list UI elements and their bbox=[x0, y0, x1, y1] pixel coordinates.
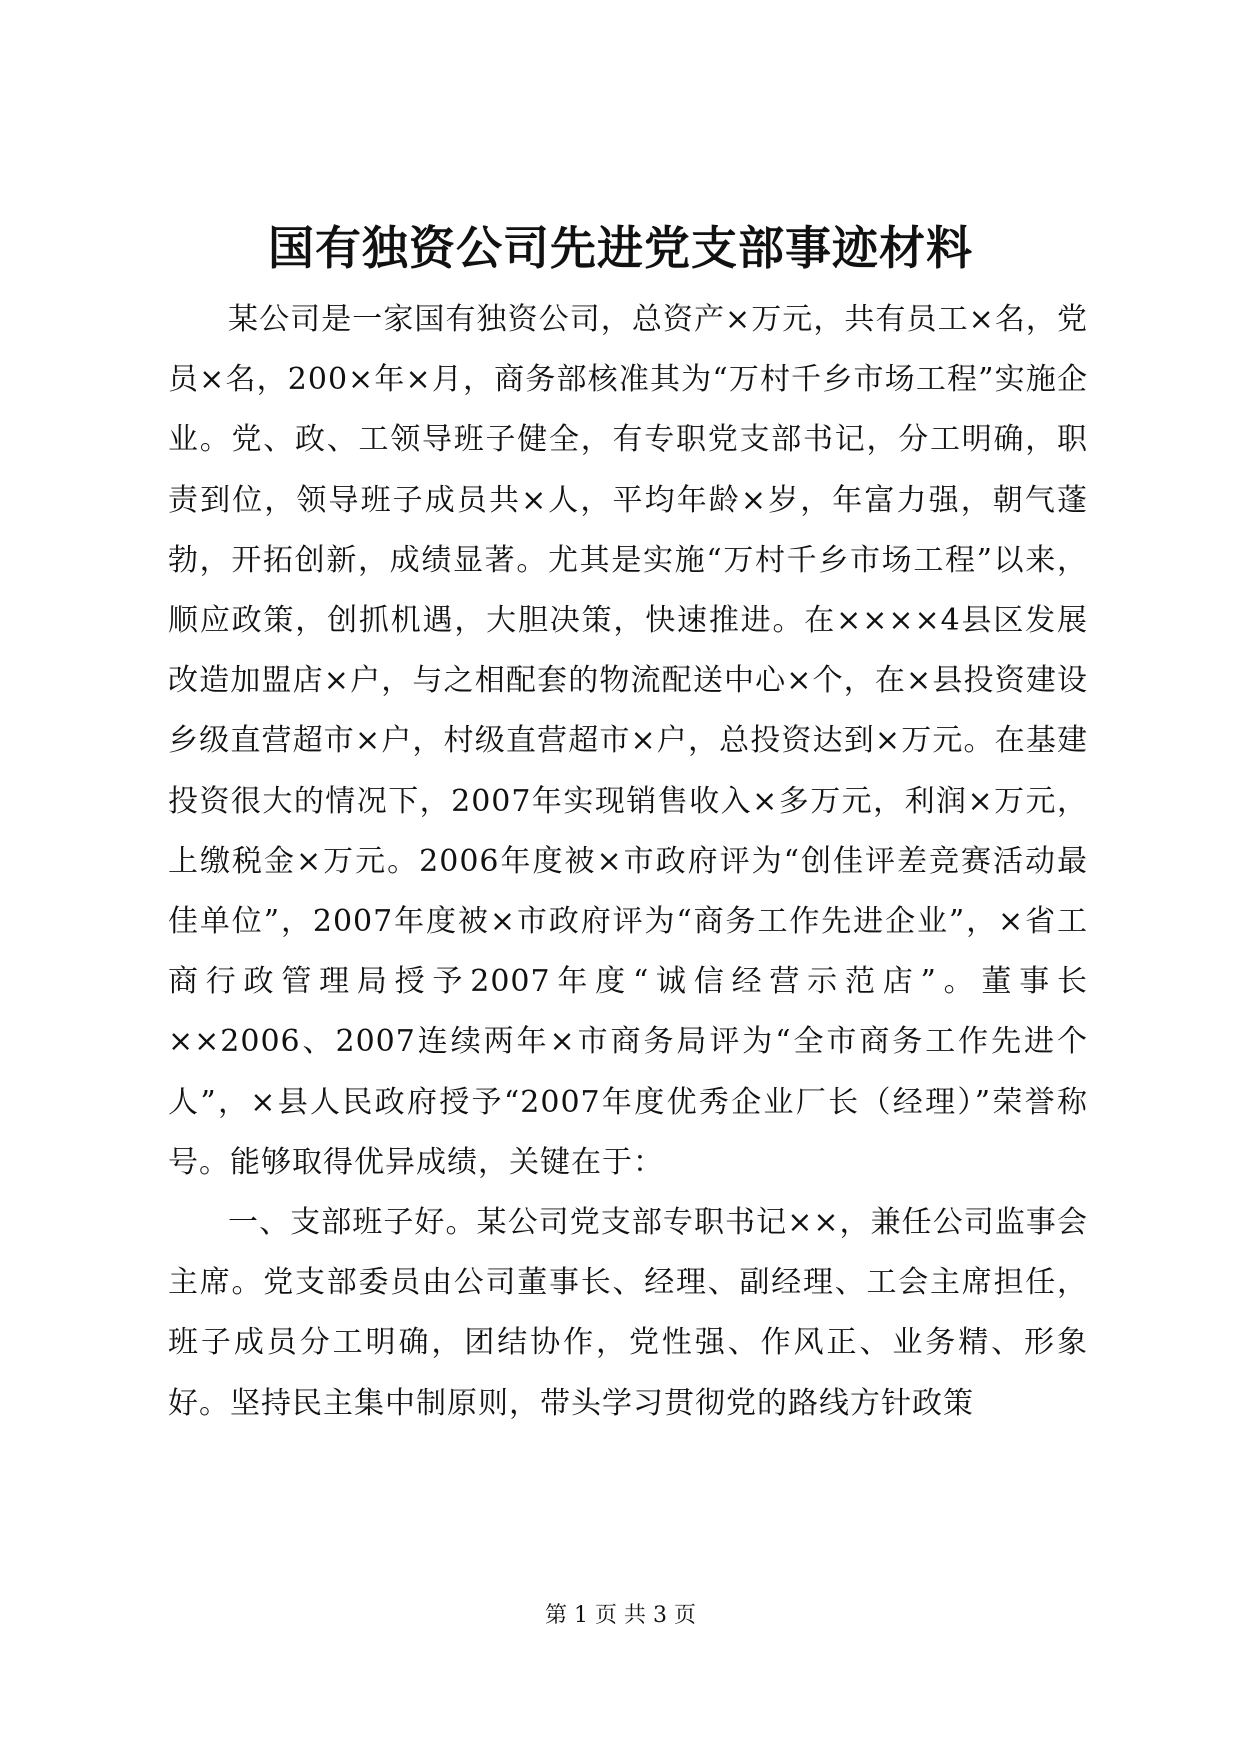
paragraph-section-one: 一、支部班子好。某公司党支部专职书记××，兼任公司监事会主席。党支部委员由公司董事长、经理、副经理、工会主席担任，班子成员分工明确，团结协作，党性强、作风正、业务精、形象好。坚持民主集中制原则，带头学习贯彻党的路线方针政策 bbox=[168, 1205, 1088, 1421]
document-body bbox=[168, 290, 1088, 1434]
page-footer bbox=[0, 1601, 1241, 1631]
page-number-label: 第 1 页 共 3 页 bbox=[545, 1603, 696, 1628]
document-title: 国有独资公司先进党支部事迹材料 bbox=[268, 221, 973, 275]
paragraph-intro: 某公司是一家国有独资公司，总资产×万元，共有员工×名，党员×名，200×年×月，商务部核准其为“万村千乡市场工程”实施企业。党、政、工领导班子健全，有专职党支部书记，分工明确，职责到位，领导班子成员共×人，平均年龄×岁，年富力强，朝气蓬勃，开拓创新，成绩显著。尤其是实施“万村千乡市场工程”以来，顺应政策，创抓机遇，大胆决策，快速推进。在××××4县区发展改造加盟店×户，与之相配套的物流配送中心×个，在×县投资建设乡级直营超市×户，村级直营超市×户，总投资达到×万元。在基建投资很大的情况下，2007年实现销售收入×多万元，利润×万元，上缴税金×万元。2006年度被×市政府评为“创佳评差竞赛活动最佳单位”，2007年度被×市政府评为“商务工作先进企业”，×省工商行政管理局授予2007年度“诚信经营示范店”。董事长××2006、2007连续两年×市商务局评为“全市商务工作先进个人”，×县人民政府授予“2007年度优秀企业厂长（经理）”荣誉称号。能够取得优异成绩，关键在于： bbox=[168, 302, 1088, 1180]
